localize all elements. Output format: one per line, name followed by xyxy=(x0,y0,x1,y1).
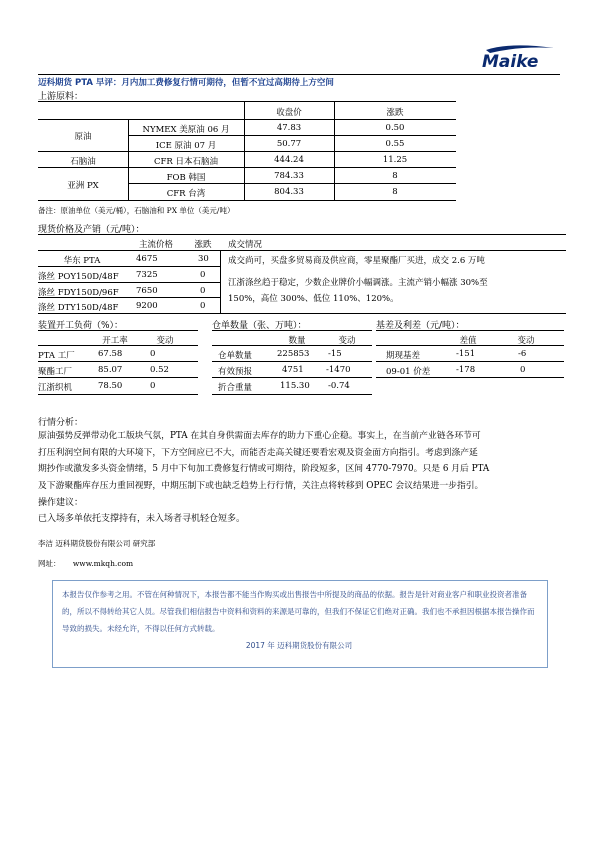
author-line: 李洁 迈科期货股份有限公司 研究部 xyxy=(38,539,156,548)
disclaimer-text: 本报告仅作参考之用。不管在何种情况下，本报告都不能当作购买或出售报告中所提及的商品的依据。报告是针对商业客户和职业投资者准备的，所以不得转给其它人员。尽管我们相信报告中资料和资料的来源是可靠的，但我们不保证它们绝对正确。我们也不承担因根据本报告操作而导致的损失。未经允许，不得以任何方式转载。 xyxy=(62,590,535,633)
col-qty: 数量 xyxy=(288,336,306,346)
change-value: 0.55 xyxy=(385,139,405,149)
diff-value: -151 xyxy=(456,349,476,359)
close-value: 784.33 xyxy=(274,171,304,181)
col-change: 变动 xyxy=(156,336,174,346)
spread-name: 09-01 价差 xyxy=(386,367,431,377)
close-value: 444.24 xyxy=(274,155,304,165)
change-value: 8 xyxy=(392,171,398,181)
receipt-name: 仓单数量 xyxy=(218,351,253,361)
change-value: -15 xyxy=(328,349,342,359)
market-name: CFR 台湾 xyxy=(166,189,206,199)
plant-name: 江浙织机 xyxy=(38,383,73,393)
analysis-line: 及下游聚酯库存压力重回视野，中期压制下或也缺乏趋势上行行情，关注点将转移到 OPEC 会议结果进一步指引。 xyxy=(38,480,484,491)
qty-value: 4751 xyxy=(282,365,304,375)
change-value: 0 xyxy=(150,349,156,359)
spot-heading: 现货价格及产销（元/吨）： xyxy=(38,225,145,235)
product-name: 华东 PTA xyxy=(63,256,101,266)
deal-pta: 成交尚可，买盘多贸易商及供应商，零星聚酯厂买进，成交 2.6 万吨 xyxy=(228,256,485,266)
change-value: -6 xyxy=(518,349,527,359)
close-value: 50.77 xyxy=(276,139,302,149)
product-name: 涤丝 POY150D/48F xyxy=(38,272,119,282)
change-value: 11.25 xyxy=(382,155,408,165)
col-change: 变动 xyxy=(338,336,356,346)
units-note: 备注：原油单位（美元/桶），石脑油和 PX 单位（美元/吨） xyxy=(38,206,235,215)
advice-heading: 操作建议： xyxy=(38,498,84,508)
col-price: 主流价格 xyxy=(138,240,173,250)
operating-heading: 装置开工负荷（%）： xyxy=(38,321,124,331)
analysis-line: 期抄作或激发多头资金情绪，5 月中下旬加工费修复行情或可期待，阶段短多，区间 4770-7970。只是 6 月后 PTA xyxy=(38,464,490,474)
website-row xyxy=(38,558,133,569)
rate-value: 85.07 xyxy=(98,365,123,375)
col-rate: 开工率 xyxy=(102,336,128,346)
analysis-line: 原油强势反弹带动化工版块气氛，PTA 在其自身供需面去库存的助力下重心企稳。事实上，在当前产业链各环节可 xyxy=(38,431,481,441)
market-name: CFR 日本石脑油 xyxy=(153,157,218,167)
price-value: 7325 xyxy=(136,270,158,280)
price-value: 7650 xyxy=(136,286,158,296)
diff-value: -178 xyxy=(456,365,476,375)
qty-value: 115.30 xyxy=(280,381,310,391)
header-rule xyxy=(38,74,560,75)
deal-polyester-line2: 150%，高位 300%、低位 110%、120%。 xyxy=(228,294,399,304)
change-value: 0 xyxy=(520,365,526,375)
analysis-text xyxy=(38,428,568,494)
warehouse-heading: 仓单数量（张、万吨）： xyxy=(212,321,307,331)
change-value: -1470 xyxy=(326,365,351,375)
change-value: 0.50 xyxy=(385,123,405,133)
market-name: NYMEX 美原油 06 月 xyxy=(142,125,230,135)
change-value: 0.52 xyxy=(150,365,169,375)
change-value: -0.74 xyxy=(328,381,350,391)
plant-name: 聚酯工厂 xyxy=(38,367,73,377)
analysis-heading: 行情分析： xyxy=(38,418,84,428)
close-value: 804.33 xyxy=(274,187,304,197)
logo-text: Maike xyxy=(482,52,539,70)
market-name: FOB 韩国 xyxy=(166,173,206,183)
col-diff: 差值 xyxy=(459,336,477,346)
report-title: 迈科期货 PTA 早评：月内加工费修复行情可期待，但暂不宜过高期待上方空间 xyxy=(38,78,334,88)
change-value: 0 xyxy=(200,301,206,311)
basis-heading: 基差及利差（元/吨）： xyxy=(376,321,465,331)
analysis-line: 打压利润空间有限的大环境下，下方空间应已不大，而能否走高关键还要看宏观及资金面方向指引。考虑到涤产延 xyxy=(38,447,478,458)
price-value: 4675 xyxy=(136,254,158,264)
group-px: 亚洲 PX xyxy=(67,181,99,191)
col-close: 收盘价 xyxy=(276,108,302,118)
col-deal: 成交情况 xyxy=(228,240,263,250)
change-value: 0 xyxy=(200,270,206,280)
qty-value: 225853 xyxy=(277,349,310,359)
change-value: 0 xyxy=(200,286,206,296)
close-value: 47.83 xyxy=(276,123,302,133)
rate-value: 67.58 xyxy=(98,349,123,359)
copyright: 2017 年 迈科期货股份有限公司 xyxy=(245,641,353,650)
rate-value: 78.50 xyxy=(98,381,123,391)
website-link[interactable]: www.mkqh.com xyxy=(72,559,134,568)
advice-text: 已入场多单依托支撑持有，未入场者寻机轻仓短多。 xyxy=(38,514,246,524)
spread-name: 期现基差 xyxy=(386,351,421,361)
group-crude: 原油 xyxy=(74,132,92,142)
change-value: 0 xyxy=(150,381,156,391)
change-value: 8 xyxy=(392,187,398,197)
maike-logo xyxy=(480,44,558,70)
col-change: 涨跌 xyxy=(386,108,404,118)
plant-name: PTA 工厂 xyxy=(38,351,75,361)
product-name: 涤丝 FDY150D/96F xyxy=(38,288,119,298)
col-change: 变动 xyxy=(517,336,535,346)
market-name: ICE 原油 07 月 xyxy=(155,141,217,151)
col-change: 涨跌 xyxy=(194,240,212,250)
group-naphtha: 石脑油 xyxy=(70,157,96,167)
receipt-name: 折合重量 xyxy=(218,383,253,393)
price-value: 9200 xyxy=(136,301,158,311)
product-name: 涤丝 DTY150D/48F xyxy=(38,303,119,313)
receipt-name: 有效预报 xyxy=(218,367,253,377)
deal-polyester-line1: 江浙涤丝趋于稳定，少数企业牌价小幅调涨。主流产销小幅涨 30%至 xyxy=(228,278,488,288)
change-value: 30 xyxy=(198,254,209,264)
website-label: 网址： xyxy=(38,559,61,568)
upstream-heading: 上游原料： xyxy=(38,92,84,102)
